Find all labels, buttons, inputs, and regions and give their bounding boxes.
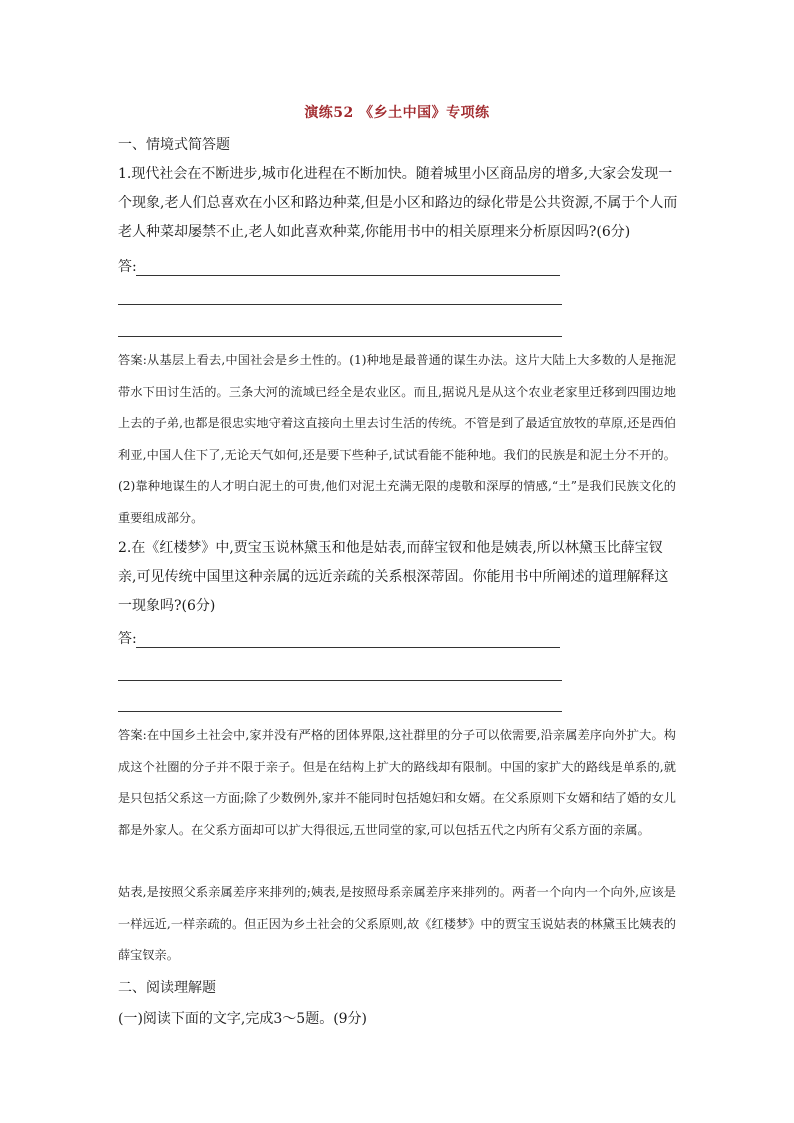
answer-row-1 bbox=[118, 258, 560, 278]
answer-text-1: 答案:从基层上看去,中国社会是乡土性的。(1)种地是最普通的谋生办法。这片大陆上大多数的人是拖泥带水下田讨生活的。三条大河的流域已经全是农业区。而且,据说凡是从这个农业老家里迁移到四围边地上去的子弟,也都是很忠实地守着这直接向土里去讨生活的传统。不管是到了最适宜放牧的草原,还是西伯利亚,中国人住下了,无论天气如何,还是要下些种子,试试看能不能种地。我们的民族是和泥土分不开的。(2)靠种地谋生的人才明白泥土的可贵,他们对泥土充满无限的虔敬和深厚的情感,“土”是我们民族文化的重要组成部分。 bbox=[118, 353, 676, 525]
reading-intro: (一)阅读下面的文字,完成3～5题。(9分) bbox=[118, 1011, 368, 1027]
page-title: 演练52 《乡土中国》专项练 bbox=[304, 105, 490, 121]
section-heading-2: 二、阅读理解题 bbox=[118, 980, 216, 996]
question-2: 2.在《红楼梦》中,贾宝玉说林黛玉和他是姑表,而薛宝钗和他是姨表,所以林黛玉比薛宝钗亲,可见传统中国里这种亲属的远近亲疏的关系根深蒂固。你能用书中所阐述的道理解释这一现象吗?(6分) bbox=[118, 540, 669, 614]
answer-line bbox=[118, 336, 562, 337]
answer-line bbox=[118, 680, 562, 681]
answer-line bbox=[136, 275, 560, 276]
answer-text-2: 答案:在中国乡土社会中,家并没有严格的团体界限,这社群里的分子可以依需要,沿亲属差序向外扩大。构成这个社圈的分子并不限于亲子。但是在结构上扩大的路线却有限制。中国的家扩大的路线是单系的,就是只包括父系这一方面;除了少数例外,家并不能同时包括媳妇和女婿。在父系原则下女婿和结了婚的女儿都是外家人。在父系方面却可以扩大得很远,五世同堂的家,可以包括五代之内所有父系方面的亲属。 bbox=[118, 728, 676, 837]
answer-label: 答: bbox=[118, 259, 137, 275]
answer-label: 答: bbox=[118, 631, 137, 647]
answer-text-2-continued: 姑表,是按照父系亲属差序来排列的;姨表,是按照母系亲属差序来排列的。两者一个向内一个向外,应该是一样远近,一样亲疏的。但正因为乡土社会的父系原则,故《红楼梦》中的贾宝玉说姑表的林黛玉比姨表的薛宝钗亲。 bbox=[118, 885, 676, 962]
answer-row-2 bbox=[118, 630, 560, 650]
answer-line bbox=[118, 304, 562, 305]
section-heading-1: 一、情境式简答题 bbox=[118, 137, 230, 153]
question-1: 1.现代社会在不断进步,城市化进程在不断加快。随着城里小区商品房的增多,大家会发现一个现象,老人们总喜欢在小区和路边种菜,但是小区和路边的绿化带是公共资源,不属于个人而老人种菜却屡禁不止,老人如此喜欢种菜,你能用书中的相关原理来分析原因吗?(6分) bbox=[118, 166, 678, 240]
answer-line bbox=[118, 711, 562, 712]
answer-line bbox=[136, 647, 560, 648]
